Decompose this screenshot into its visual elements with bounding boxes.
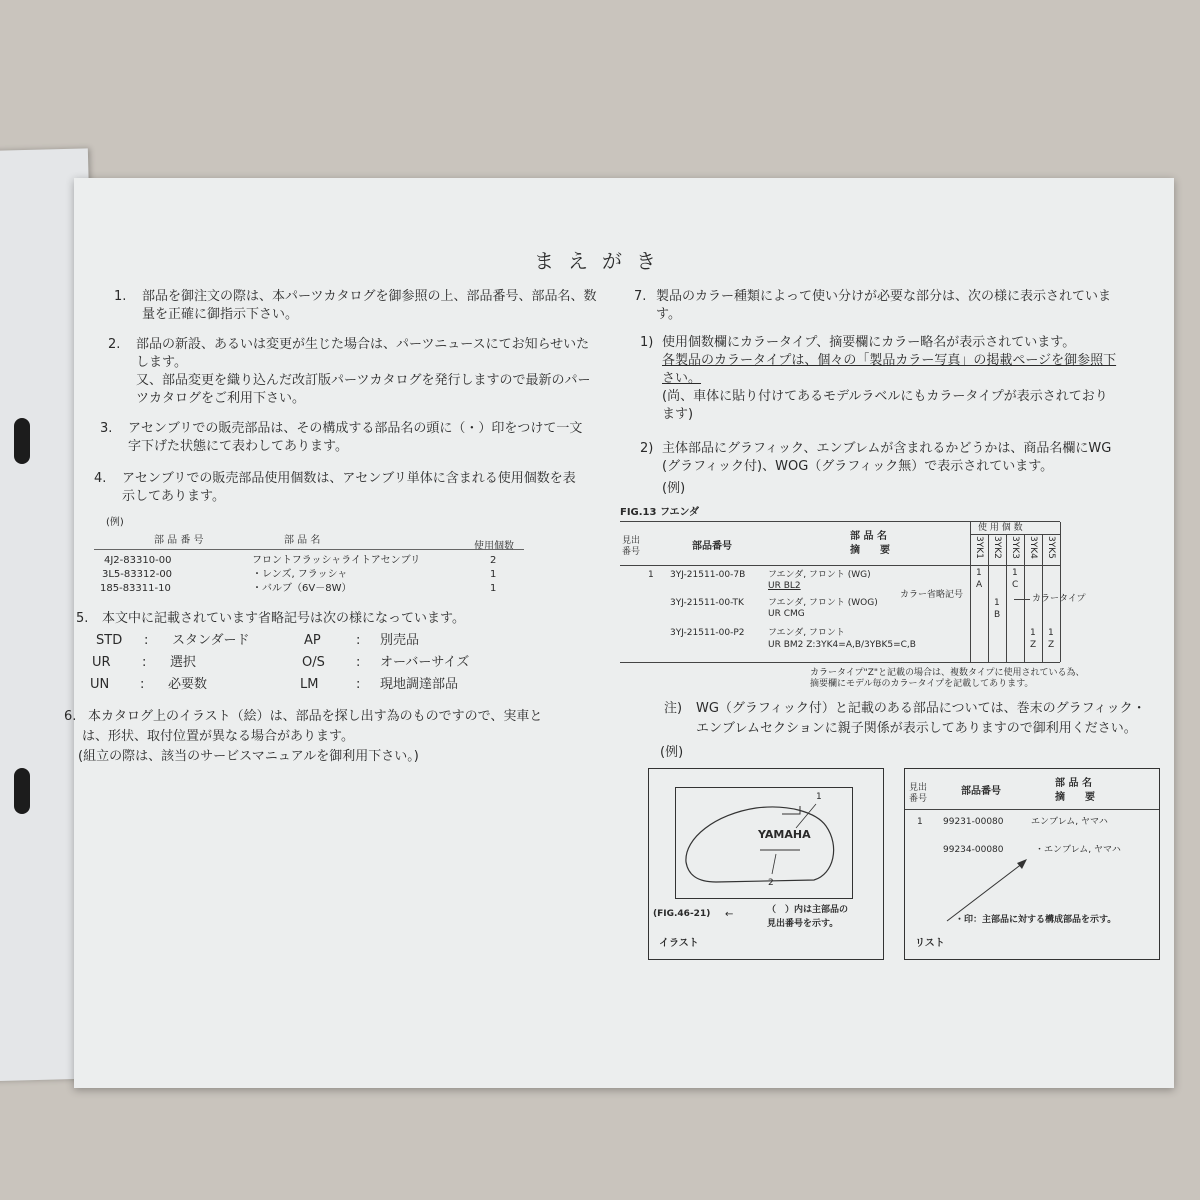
list-col-part-number: 部品番号	[961, 786, 1001, 797]
item-5-line: 本文中に記載されています省略記号は次の様になっています。	[102, 611, 465, 626]
fig13-note-line: 摘要欄にモデル毎のカラータイプを記載してあります。	[810, 679, 1034, 689]
table-cell: ・レンズ, フラッシャ	[252, 569, 348, 580]
sub-2-number: 2)	[640, 441, 654, 456]
list-row-part-number: 99231-00080	[943, 817, 1004, 827]
usage-mark: 1	[994, 598, 1000, 608]
usage-col-rule	[970, 522, 971, 662]
table-header-rule	[620, 565, 1060, 566]
table-divider	[94, 549, 524, 550]
row-part-number: 3YJ-21511-00-P2	[670, 628, 745, 638]
abbrev-meaning: 現地調達部品	[380, 677, 459, 692]
abbrev-meaning: 別売品	[380, 633, 420, 648]
arrow-head	[1017, 859, 1027, 869]
abbrev-meaning: 選択	[170, 655, 197, 670]
item-2-line: 又、部品変更を織り込んだ改訂版パーツカタログを発行しますので最新のパー	[136, 373, 591, 388]
illustration-frame	[675, 787, 853, 899]
usage-col-label: 3YK3	[1010, 536, 1020, 559]
abbrev-sep: :	[356, 677, 361, 692]
list-col-ref: 見出	[909, 783, 928, 793]
abbrev-code: UN	[90, 677, 110, 692]
callout-2: 2	[768, 878, 774, 888]
table-cell: 2	[490, 555, 497, 566]
abbrev-code: AP	[304, 633, 321, 648]
page-title: まえがき	[534, 249, 670, 273]
list-caption: リスト	[915, 938, 945, 949]
illustration-explain: （ ）内は主部品の	[767, 905, 849, 915]
example-label: (例)	[660, 745, 684, 760]
binder-hole	[14, 418, 30, 464]
sub-1-line: 使用個数欄にカラータイプ、摘要欄にカラー略名が表示されています。	[662, 335, 1076, 350]
item-2-line: します。	[136, 355, 187, 370]
sub-1-number: 1)	[640, 335, 654, 350]
header-part-number: 部 品 番 号	[154, 535, 204, 546]
col-name-header: 部 品 名	[850, 531, 887, 542]
note-line: WG（グラフィック付）と記載のある部品については、巻末のグラフィック・	[696, 701, 1146, 716]
usage-mark: B	[994, 610, 1001, 620]
illustration-example-box	[648, 768, 884, 960]
row-part-number: 3YJ-21511-00-7B	[670, 570, 746, 580]
list-col-ref: 番号	[909, 794, 928, 804]
abbrev-sep: :	[140, 677, 145, 692]
usage-mark: Z	[1048, 640, 1055, 650]
row-sub: UR BM2 Z:3YK4=A,B/3YBK5=C,B	[768, 640, 916, 650]
usage-col-label: 3YK2	[992, 536, 1002, 559]
usage-col-label: 3YK1	[974, 536, 984, 559]
usage-mark: A	[976, 580, 983, 590]
table-bottom-rule	[620, 662, 1060, 663]
abbrev-code: STD	[96, 633, 123, 648]
list-row-name: ・エンブレム, ヤマハ	[1035, 845, 1121, 855]
annotation-color-abbrev: カラー省略記号	[900, 590, 964, 600]
abbrev-code: O/S	[302, 655, 325, 670]
item-3-line: アセンブリでの販売部品は、その構成する部品名の頭に（・）印をつけて一文	[128, 421, 583, 436]
sub-1-line: ます)	[662, 407, 694, 422]
abbrev-meaning: オーバーサイズ	[380, 655, 470, 670]
callout-leader-2	[772, 854, 776, 874]
item-1-line: 量を正確に御指示下さい。	[142, 307, 299, 322]
note-label: 注)	[664, 701, 683, 716]
list-example-box	[904, 768, 1160, 960]
usage-header: 使 用 個 数	[978, 523, 1023, 533]
item-6-line: は、形状、取付位置が異なる場合があります。	[82, 729, 354, 744]
table-cell: 4J2-83310-00	[104, 555, 172, 566]
row-ref: 1	[648, 570, 654, 580]
usage-mark: 1	[1048, 628, 1054, 638]
item-1-line: 部品を御注文の際は、本パーツカタログを御参照の上、部品番号、部品名、数	[142, 289, 597, 304]
usage-col-rule	[988, 534, 989, 662]
arrow-line	[947, 863, 1023, 921]
table-cell: ・バルブ（6V－8W）	[252, 583, 352, 594]
illustration-caption: イラスト	[659, 938, 699, 949]
usage-mark: C	[1012, 580, 1019, 590]
list-row-name: エンブレム, ヤマハ	[1031, 817, 1108, 827]
sub-1-line: 各製品のカラータイプは、個々の「製品カラー写真」の掲載ページを御参照下	[662, 353, 1117, 368]
abbrev-meaning: スタンダード	[172, 633, 250, 648]
item-6-line: 本カタログ上のイラスト（絵）は、部品を探し出す為のものですので、実車と	[88, 709, 543, 724]
col-ref-header: 見出	[622, 536, 641, 546]
col-part-number-header: 部品番号	[692, 541, 732, 552]
fig-reference: (FIG.46-21)	[653, 909, 711, 919]
usage-col-rule	[1024, 534, 1025, 662]
list-explain: ・印：主部品に対する構成部品を示す。	[955, 915, 1117, 925]
table-cell: 1	[490, 569, 497, 580]
row-name: フエンダ, フロント (WOG)	[768, 598, 878, 608]
item-6-line: (組立の際は、該当のサービスマニュアルを御利用下さい。)	[78, 749, 419, 764]
fig13-note-line: カラータイプ"Z"と記載の場合は、複数タイプに使用されている為、	[810, 668, 1085, 678]
col-name-header: 摘 要	[850, 545, 890, 556]
table-cell: 1	[490, 583, 497, 594]
item-7-number: 7.	[634, 289, 647, 304]
header-part-name: 部 品 名	[284, 535, 321, 546]
list-row-part-number: 99234-00080	[943, 845, 1004, 855]
abbrev-sep: :	[142, 655, 147, 670]
row-name: フエンダ, フロント (WG)	[768, 570, 871, 580]
header-qty: 使用個数	[474, 541, 514, 552]
item-3-number: 3.	[100, 421, 113, 436]
sub-1-line: さい。	[662, 371, 702, 386]
item-3-line: 字下げた状態にて表わしてあります。	[128, 439, 348, 454]
table-cell: フロントフラッシャライトアセンブリ	[252, 555, 421, 566]
table-top-rule	[620, 521, 1060, 522]
illustration-explain: 見出番号を示す。	[767, 919, 839, 929]
col-ref-header: 番号	[622, 547, 641, 557]
usage-col-label: 3YK5	[1046, 536, 1056, 559]
annotation-color-type: カラータイプ	[1032, 594, 1086, 604]
abbrev-code: UR	[92, 655, 111, 670]
item-7-line: 製品のカラー種類によって使い分けが必要な部分は、次の様に表示されていま	[656, 289, 1112, 304]
usage-header-rule	[970, 534, 1060, 535]
usage-mark: 1	[1012, 568, 1018, 578]
item-4-line: 示してあります。	[122, 489, 225, 504]
item-2-number: 2.	[108, 337, 121, 352]
abbrev-sep: :	[144, 633, 149, 648]
abbrev-sep: :	[356, 633, 361, 648]
sub-2-line: (例)	[662, 481, 686, 496]
item-1-number: 1.	[114, 289, 127, 304]
list-col-name: 摘 要	[1055, 792, 1095, 803]
row-sub: UR CMG	[768, 609, 805, 619]
row-part-number: 3YJ-21511-00-TK	[670, 598, 744, 608]
note-line: エンブレムセクションに親子関係が表示してありますので御利用ください。	[696, 721, 1137, 736]
item-4-number: 4.	[94, 471, 107, 486]
annotation-leader	[1014, 599, 1030, 600]
example-label: (例)	[106, 517, 124, 528]
tank-outline	[686, 807, 834, 882]
item-4-line: アセンブリでの販売部品使用個数は、アセンブリ単体に含まれる使用個数を表	[122, 471, 576, 486]
fig13-title: FIG.13 フエンダ	[620, 507, 700, 518]
brand-emblem-text: YAMAHA	[758, 828, 811, 841]
usage-col-label: 3YK4	[1028, 536, 1038, 559]
usage-col-rule	[1006, 534, 1007, 662]
item-2-line: ツカタログをご利用下さい。	[136, 391, 306, 406]
item-2-line: 部品の新設、あるいは変更が生じた場合は、パーツニュースにてお知らせいた	[136, 337, 590, 352]
row-sub: UR BL2	[768, 581, 801, 591]
list-pointer-arrow	[905, 769, 1159, 959]
usage-mark: Z	[1030, 640, 1037, 650]
arrow-icon: ←	[725, 909, 734, 920]
abbrev-code: LM	[300, 677, 319, 692]
item-5-number: 5.	[76, 611, 89, 626]
item-6-number: 6.	[64, 709, 77, 724]
binder-hole	[14, 768, 30, 814]
usage-col-rule	[1060, 522, 1061, 662]
row-name: フエンダ, フロント	[768, 628, 845, 638]
sub-2-line: 主体部品にグラフィック、エンブレムが含まれるかどうかは、商品名欄にWG	[662, 441, 1112, 456]
list-row-ref: 1	[917, 817, 923, 827]
table-cell: 185-83311-10	[100, 583, 171, 594]
callout-1: 1	[816, 792, 822, 802]
usage-mark: 1	[976, 568, 982, 578]
usage-mark: 1	[1030, 628, 1036, 638]
abbrev-meaning: 必要数	[168, 677, 208, 692]
abbrev-sep: :	[356, 655, 361, 670]
sub-2-line: (グラフィック付)、WOG（グラフィック無）で表示されています。	[662, 459, 1054, 474]
catalog-page	[64, 178, 1174, 1088]
list-col-name: 部 品 名	[1055, 778, 1092, 789]
table-cell: 3L5-83312-00	[102, 569, 173, 580]
sub-1-line: (尚、車体に貼り付けてあるモデルラベルにもカラータイプが表示されており	[662, 389, 1108, 404]
item-7-line: す。	[656, 307, 681, 322]
